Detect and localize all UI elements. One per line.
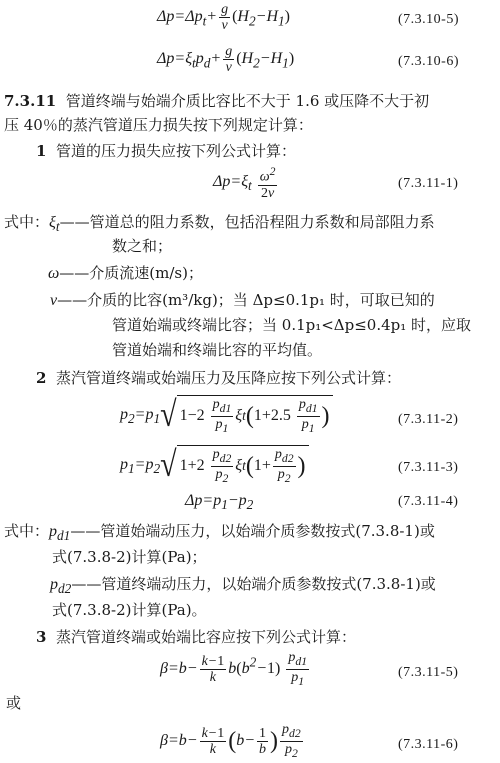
formula-7-3-11-1: $\Delta p=\xi_t$ $\frac{\omega^2}{2\nu}$ [213, 165, 276, 201]
section-number: 7.3.11 [4, 92, 57, 110]
section-heading [4, 91, 429, 111]
where-pd1 [4, 521, 435, 546]
item-2 [36, 368, 401, 388]
nu-definition-cont2: 管道始端和终端比容的平均值。 [112, 341, 323, 359]
section-intro-line1: 管道终端与始端介质比容比不大于 1.6 或压降不大于初 [65, 92, 430, 110]
where-omega [48, 263, 203, 284]
omega-definition: ——介质流速(m/s)； [59, 264, 203, 282]
where-xi [4, 212, 435, 237]
item-index: 2 [36, 369, 47, 387]
equation-number: (7.3.11-3) [398, 460, 459, 475]
item-index: 1 [36, 142, 47, 160]
formula-7-3-11-5: β=b− $\frac{k-1}{k}$ $b(b^2-1)$ $\frac{p_{d1}}{p_1}$ [160, 650, 308, 688]
pd1-definition: ——管道始端动压力，以始端介质参数按式(7.3.8-1)或 [70, 522, 435, 540]
item-3 [36, 627, 356, 647]
equation-number: (7.3.11-1) [398, 176, 459, 191]
symbol-omega: ω [48, 265, 60, 282]
pd2-definition-cont: 式(7.3.8-2)计算(Pa)。 [52, 601, 207, 619]
formula-7-3-11-6: β=b− $\frac{k-1}{k}$ (b− $\frac{1}{b}$ ) $\frac{p_{d2}}{p_2}$ [160, 722, 301, 760]
formula-7-3-10-6: $\Delta p=\xi_tp_d+$ $\frac{g}{\nu}$ $(H_2-H_1)$ [157, 44, 295, 75]
symbol-pd1: $p_{d1}$ [49, 523, 71, 544]
equation-number: (7.3.11-5) [398, 665, 459, 680]
symbol-pd2: $p_{d2}$ [50, 576, 72, 597]
equation-number: (7.3.10-6) [398, 54, 459, 69]
where-lead: 式中： [4, 522, 50, 540]
formula-7-3-11-2: $p_2=p_1$ √ 1−2 $\frac{p_{d1}}{p_1}$ ξ t ( 1+2.5 $\frac{p_{d1}}{p_1}$ ) [120, 395, 333, 436]
item-text: 蒸汽管道终端或始端压力及压降应按下列公式计算： [55, 369, 401, 387]
symbol-nu: ν [50, 292, 58, 309]
item-text: 管道的压力损失应按下列公式计算： [55, 142, 296, 160]
equation-number: (7.3.11-4) [398, 494, 459, 509]
where-pd2 [50, 574, 436, 599]
pd2-definition: ——管道终端动压力，以始端介质参数按式(7.3.8-1)或 [71, 575, 436, 593]
or-word: 或 [6, 694, 22, 712]
section-intro-line2: 压 40％的蒸汽管道压力损失按下列规定计算： [4, 116, 313, 134]
item-index: 3 [36, 628, 47, 646]
where-nu [50, 290, 435, 311]
nu-definition: ——介质的比容(m³/kg)；当 Δp≤0.1p₁ 时，可取已知的 [57, 291, 435, 309]
equation-number: (7.3.11-2) [398, 412, 459, 427]
equation-number: (7.3.11-6) [398, 737, 459, 752]
item-text: 蒸汽管道终端或始端比容应按下列公式计算： [55, 628, 356, 646]
where-lead: 式中： [4, 213, 50, 231]
formula-7-3-11-3: $p_1=p_2$ √ 1+2 $\frac{p_{d2}}{p_2}$ ξ t ( 1+ $\frac{p_{d2}}{p_2}$ ) [120, 445, 309, 486]
xi-definition: ——管道总的阻力系数，包括沿程阻力系数和局部阻力系 [59, 213, 435, 231]
formula-7-3-10-5: $\Delta p=\Delta p_t+$ $\frac{g}{\nu}$ $(H_2-H_1)$ [157, 2, 290, 33]
nu-definition-cont: 管道始端或终端比容；当 0.1p₁<Δp≤0.4p₁ 时，应取 [112, 316, 472, 334]
symbol-xi: $\xi_t$ [49, 214, 60, 235]
item-1 [36, 141, 296, 161]
formula-7-3-11-4: $\Delta p=p_1-p_2$ [185, 492, 254, 513]
equation-number: (7.3.10-5) [398, 12, 459, 27]
pd1-definition-cont: 式(7.3.8-2)计算(Pa)； [52, 548, 207, 566]
xi-definition-cont: 数之和； [112, 237, 173, 255]
